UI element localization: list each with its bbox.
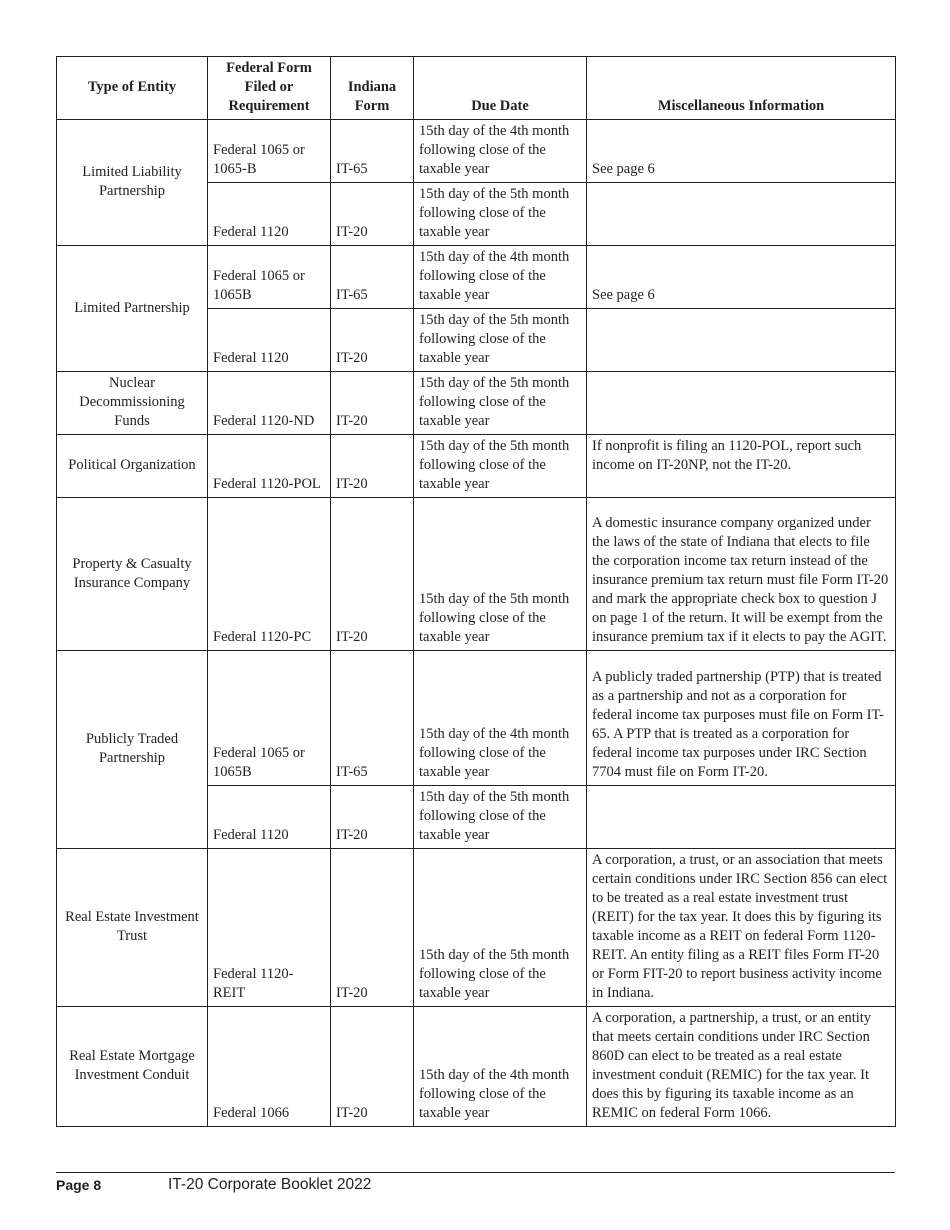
indiana-form-cell: IT-20 [331, 372, 414, 435]
due-date-cell: 15th day of the 4th month following close of the taxable year [414, 120, 587, 183]
misc-info-cell: A domestic insurance company organized under the laws of the state of Indiana that elects to file the corporation income tax return instead of the insurance premium tax return must file Form IT-20 and mark the appropriate check box to question J on page 1 of the return. It will be exempt from the insurance premium tax if it elects to pay the AGIT. [587, 498, 896, 651]
federal-form-cell: Federal 1120 [208, 183, 331, 246]
entity-type-cell: Property & Casualty Insurance Company [57, 498, 208, 651]
due-date-cell: 15th day of the 4th month following close of the taxable year [414, 1007, 587, 1127]
federal-form-cell: Federal 1120-REIT [208, 849, 331, 1007]
misc-info-cell [587, 183, 896, 246]
misc-info-cell: A publicly traded partnership (PTP) that is treated as a partnership and not as a corporation for federal income tax purposes must file on Form IT-65. A PTP that is treated as a corporation for federal income tax purposes under IRC Section 7704 must file on Form IT-20. [587, 651, 896, 786]
misc-info-cell: See page 6 [587, 120, 896, 183]
due-date-cell: 15th day of the 5th month following close of the taxable year [414, 849, 587, 1007]
due-date-cell: 15th day of the 5th month following close of the taxable year [414, 183, 587, 246]
header-type-of-entity: Type of Entity [57, 57, 208, 120]
indiana-form-cell: IT-20 [331, 786, 414, 849]
indiana-form-cell: IT-65 [331, 120, 414, 183]
federal-form-cell: Federal 1120-POL [208, 435, 331, 498]
federal-form-cell: Federal 1120-ND [208, 372, 331, 435]
misc-info-cell: If nonprofit is filing an 1120-POL, report such income on IT-20NP, not the IT-20. [587, 435, 896, 498]
table-row [57, 849, 896, 1007]
table-row [57, 651, 896, 786]
misc-info-cell [587, 309, 896, 372]
indiana-form-cell: IT-20 [331, 849, 414, 1007]
indiana-form-cell: IT-20 [331, 309, 414, 372]
indiana-form-cell: IT-20 [331, 498, 414, 651]
header-federal-form: Federal Form Filed or Requirement [208, 57, 331, 120]
entity-type-cell: Publicly Traded Partnership [57, 651, 208, 849]
due-date-cell: 15th day of the 5th month following close of the taxable year [414, 498, 587, 651]
table-row [57, 435, 896, 498]
table-header-row [57, 57, 896, 120]
entity-type-cell: Real Estate Mortgage Investment Conduit [57, 1007, 208, 1127]
federal-form-cell: Federal 1065 or 1065B [208, 246, 331, 309]
due-date-cell: 15th day of the 4th month following close of the taxable year [414, 246, 587, 309]
due-date-cell: 15th day of the 5th month following close of the taxable year [414, 372, 587, 435]
header-indiana-form: Indiana Form [331, 57, 414, 120]
table-row [57, 246, 896, 309]
table-row [57, 372, 896, 435]
indiana-form-cell: IT-65 [331, 651, 414, 786]
entity-type-cell: Limited Partnership [57, 246, 208, 372]
misc-info-cell [587, 372, 896, 435]
due-date-cell: 15th day of the 5th month following close of the taxable year [414, 786, 587, 849]
entity-type-cell: Political Organization [57, 435, 208, 498]
entity-type-cell: Limited Liability Partnership [57, 120, 208, 246]
misc-info-cell [587, 786, 896, 849]
federal-form-cell: Federal 1065 or 1065-B [208, 120, 331, 183]
federal-form-cell: Federal 1065 or 1065B [208, 651, 331, 786]
table-row [57, 498, 896, 651]
federal-form-cell: Federal 1066 [208, 1007, 331, 1127]
table-row [57, 1007, 896, 1127]
indiana-form-cell: IT-20 [331, 183, 414, 246]
entity-type-cell: Nuclear Decommissioning Funds [57, 372, 208, 435]
misc-info-cell: See page 6 [587, 246, 896, 309]
indiana-form-cell: IT-20 [331, 435, 414, 498]
due-date-cell: 15th day of the 5th month following close of the taxable year [414, 309, 587, 372]
due-date-cell: 15th day of the 5th month following close of the taxable year [414, 435, 587, 498]
entity-filing-table [56, 56, 896, 1127]
indiana-form-cell: IT-20 [331, 1007, 414, 1127]
footer-rule [56, 1172, 895, 1173]
page-number: Page 8 [56, 1177, 102, 1193]
header-misc-info: Miscellaneous Information [587, 57, 896, 120]
table-row [57, 120, 896, 183]
federal-form-cell: Federal 1120 [208, 786, 331, 849]
misc-info-cell: A corporation, a partnership, a trust, or an entity that meets certain conditions under IRC Section 860D can elect to be treated as a real estate investment conduit (REMIC) for the tax year. It does this by figuring its taxable income as an REMIC on federal Form 1066. [587, 1007, 896, 1127]
header-due-date: Due Date [414, 57, 587, 120]
indiana-form-cell: IT-65 [331, 246, 414, 309]
federal-form-cell: Federal 1120 [208, 309, 331, 372]
federal-form-cell: Federal 1120-PC [208, 498, 331, 651]
entity-type-cell: Real Estate Investment Trust [57, 849, 208, 1007]
misc-info-cell: A corporation, a trust, or an association that meets certain conditions under IRC Section 856 can elect to be treated as a real estate investment trust (REIT) for the tax year. It does this by figuring its taxable income as a REIT on federal Form 1120-REIT. An entity filing as a REIT files Form IT-20 or Form FIT-20 to report business activity income in Indiana. [587, 849, 896, 1007]
booklet-title: IT-20 Corporate Booklet 2022 [168, 1176, 372, 1193]
due-date-cell: 15th day of the 4th month following close of the taxable year [414, 651, 587, 786]
